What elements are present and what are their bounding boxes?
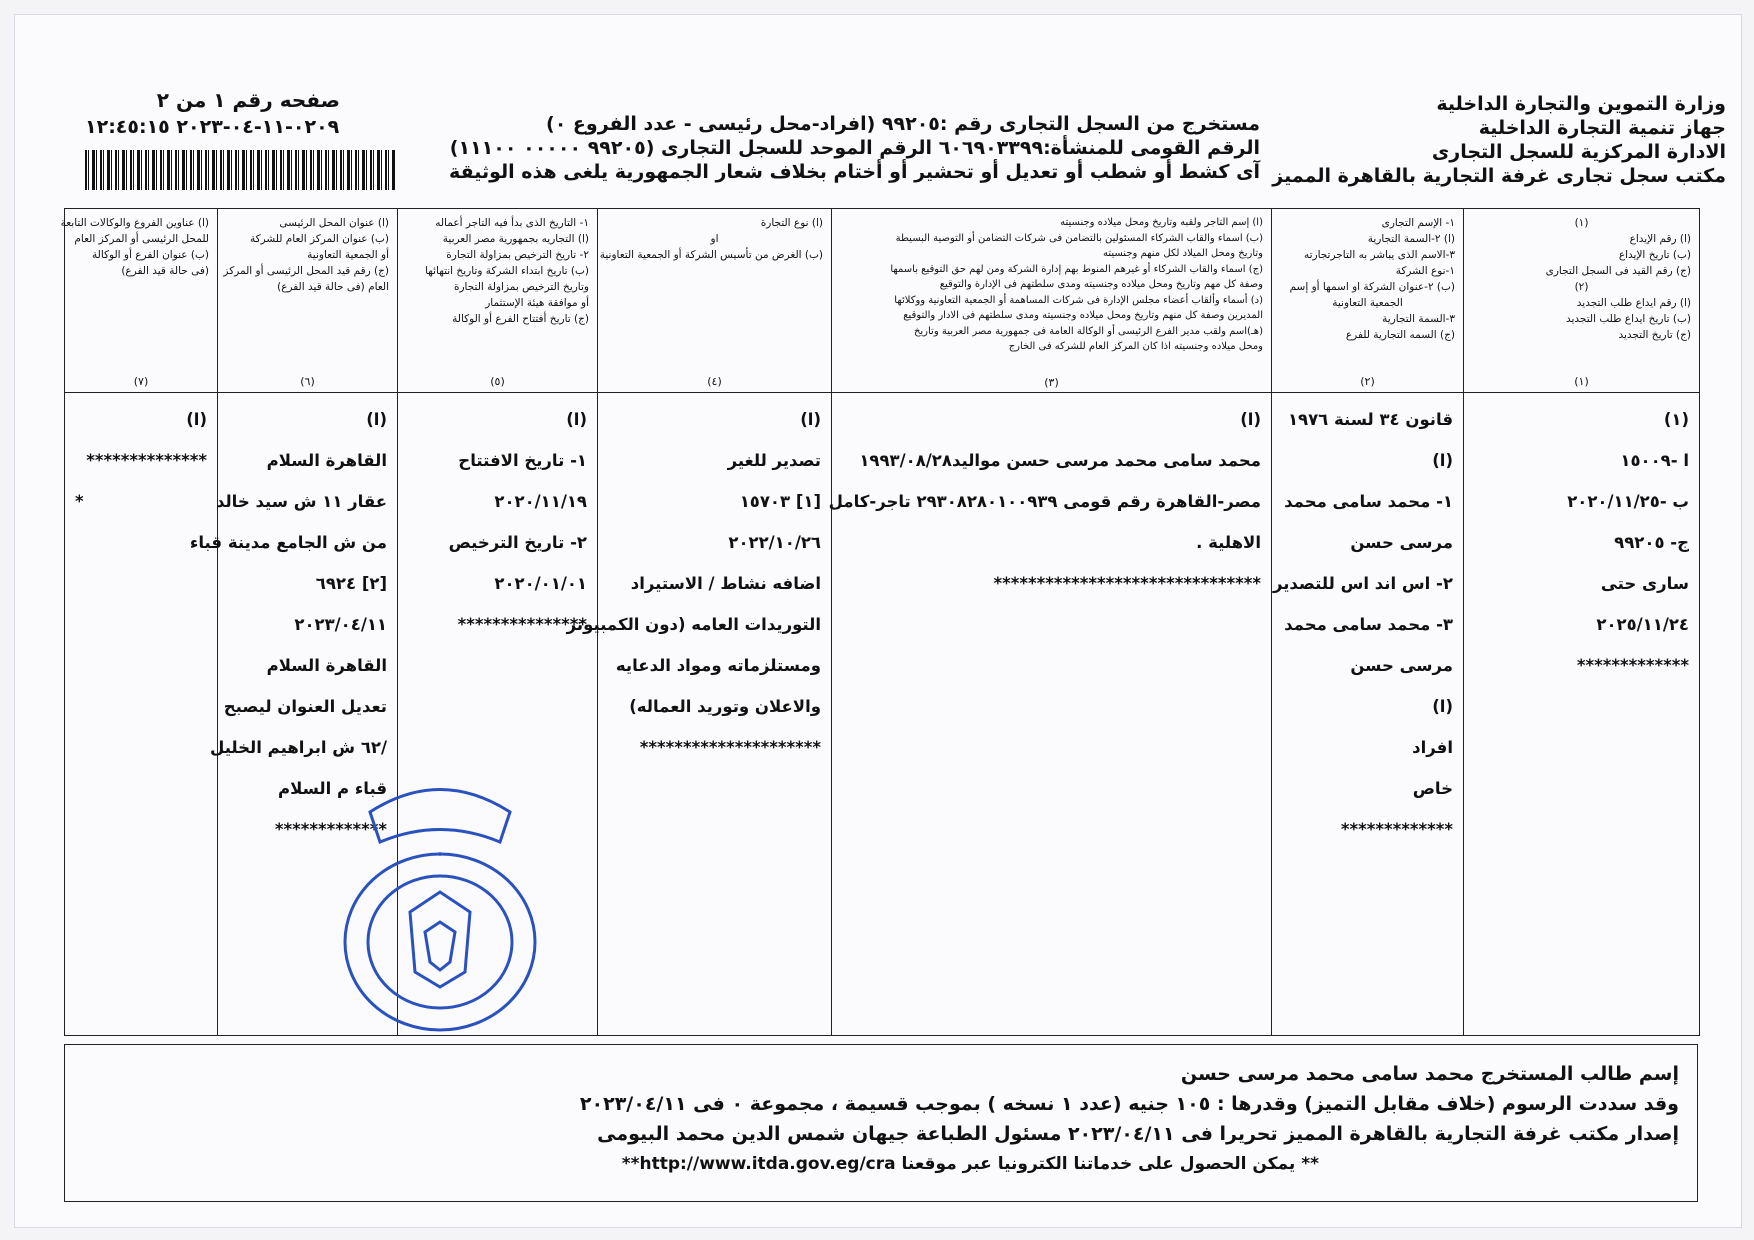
header-line: (ج) تاريخ التجديد — [1618, 329, 1691, 341]
cell-line: ٣- محمد سامى محمد — [1284, 615, 1453, 634]
header-line: او — [710, 233, 719, 245]
cell-line: ٢٠٢٥/١١/٢٤ — [1596, 615, 1689, 634]
header-line: (هـ)اسم ولقب مدير الفرع الرئيسى أو الوكالة العامة فى جمهورية مصر العربية وتاريخ — [913, 325, 1263, 337]
cell-line: (١) — [1663, 410, 1689, 429]
column-number: (٤) — [707, 375, 722, 388]
header-line: (ب) تاريخ الإيداع — [1618, 249, 1691, 261]
header-line: (ا) عنوان المحل الرئيسى — [279, 217, 389, 229]
page-meta — [85, 88, 415, 190]
cell-line: ******************************* — [993, 574, 1261, 593]
header-line: (ج) رقم قيد المحل الرئيسى أو المركز — [223, 265, 389, 277]
cell-line: (ا) — [366, 410, 387, 429]
column-header — [60, 209, 217, 393]
cell-line: ************* — [274, 820, 387, 839]
cell-line: (ا) — [186, 410, 207, 429]
header-line: (ا) إسم التاجر ولقبه وتاريخ ومحل ميلاده وجنسيته — [1060, 217, 1263, 228]
header-line: ١- الإسم التجارى — [1381, 217, 1455, 229]
cell-line: مصر-القاهرة رقم قومى ٢٩٣٠٨٢٨٠١٠٠٩٣٩ تاجر-كامل — [828, 492, 1261, 511]
cell-line: اضافه نشاط / الاستيراد — [630, 574, 821, 593]
cell-line: قباء م السلام — [277, 779, 387, 798]
footer-box — [64, 1044, 1698, 1202]
website-link[interactable]: ** يمكن الحصول على خدماتنا الكترونيا عبر موقعنا http://www.itda.gov.eg/cra** — [621, 1154, 1319, 1174]
header-line: (ب) ٢-عنوان الشركة او اسمها أو إسم — [1289, 281, 1455, 293]
barcode — [85, 150, 395, 190]
column-body — [1464, 393, 1699, 692]
header-line: (ا) رقم الإيداع — [1629, 233, 1691, 245]
warning-line: آى كشط أو شطب أو تعديل أو تحشير أو أختام بخلاف شعار الجمهورية يلغى هذه الوثيقة — [449, 161, 1260, 183]
column-body — [566, 393, 831, 774]
column-header — [218, 209, 397, 393]
header-line: ١- التاريخ الذى بدأ فيه التاجر أعماله — [435, 217, 589, 229]
cell-line: ١- تاريخ الافتتاح — [458, 451, 587, 470]
column-4 — [566, 209, 831, 1035]
header-line: ١-نوع الشركة — [1395, 265, 1455, 277]
column-number: (٦) — [300, 375, 315, 388]
cell-line: مرسى حسن — [1350, 533, 1453, 552]
header-line: وتاريخ ومحل الميلاد لكل منهم وجنسيته — [1102, 248, 1263, 259]
column-body — [65, 393, 217, 528]
header-line: العام (فى حالة قيد الفرع) — [277, 281, 389, 293]
header-line: (ج) اسماء والقاب الشركاء أو غيرهم المنوط بهم إدارة الشركة ومن لهم حق التوقيع باسمها — [890, 263, 1263, 275]
header-line: وصفة كل مهم وتاريخ ومحل ميلاده وجنسيته ومدى سلطتهم فى الإدارة والتوقيع — [939, 279, 1263, 290]
cell-line: ٢٠٢٠/١١/١٩ — [494, 492, 587, 511]
cell-line: ********************* — [639, 738, 821, 757]
header-line: الجمعية التعاونية — [1332, 297, 1403, 309]
column-number: (١) — [1574, 375, 1589, 388]
extract-header — [449, 112, 1260, 184]
cell-line: خاص — [1412, 779, 1453, 798]
column-header — [1464, 209, 1699, 393]
cell-line: عقار ١١ ش سيد خالد — [215, 492, 387, 511]
national-number-line: الرقم القومى للمنشأة:٦٠٦٩٠٣٣٩٩ الرقم الموحد للسجل التجارى (٩٩٢٠٥ ٠٠٠٠٠ ١١١٠٠) — [449, 137, 1260, 159]
official-seal — [330, 772, 550, 1042]
cell-line: ب -٢٠٢٠/١١/٢٥ — [1567, 492, 1689, 511]
cell-line: /٦٢ ش ابراهيم الخليل — [209, 738, 387, 757]
cell-line: (ا) — [566, 410, 587, 429]
cell-line: القاهرة السلام — [266, 656, 387, 675]
issuer-line: إصدار مكتب غرفة التجارية بالقاهرة المميز تحريرا فى ٢٠٢٣/٠٤/١١ مسئول الطباعة جيهان شمس الدين محمد البيومى — [597, 1123, 1679, 1145]
registry-table — [60, 208, 1700, 1036]
cell-line: قانون ٣٤ لسنة ١٩٧٦ — [1287, 410, 1453, 429]
cell-line: تعديل العنوان ليصبح — [223, 697, 387, 716]
header-line: (ا) نوع التجارة — [760, 217, 823, 229]
cell-line: ************* — [1340, 820, 1453, 839]
header-line: (ب) اسماء والقاب الشركاء المسئولين بالتضامن فى شركات التضامن أو التوصية البسيطة — [895, 232, 1263, 244]
column-body — [828, 393, 1271, 610]
ministry-header — [1206, 92, 1726, 188]
header-line: ومحل ميلاده وجنسيته اذا كان المركز العام للشركه فى الخارج — [1008, 341, 1263, 352]
ministry-line: جهاز تنمية التجارة الداخلية — [1478, 117, 1726, 139]
header-line: (ب) تاريخ ابتداء الشركة وتاريخ انتهائها — [425, 265, 589, 277]
column-number: (٥) — [490, 375, 505, 388]
column-2 — [1271, 209, 1463, 1035]
cell-line: افراد — [1412, 738, 1453, 757]
cell-line: * — [75, 492, 84, 511]
header-line: المديرين وصفة كل منهم وتاريخ ومحل ميلاده وجنسيته ومدى سلطتهم فى الادار والتوقيع — [903, 310, 1263, 321]
column-body — [398, 393, 597, 651]
header-line: (د) أسماء وألقاب أعضاء مجلس الإدارة فى شركات المساهمة أو الجمعية التعاونية ووكلائها — [894, 294, 1263, 306]
cell-line: [١] ١٥٧٠٣ — [739, 492, 821, 511]
header-line: (ب) الغرض من تأسيس الشركة أو الجمعية التعاونية — [599, 249, 823, 261]
cell-line: (ا) — [1432, 451, 1453, 470]
cell-line: والاعلان وتوريد العماله) — [629, 697, 821, 716]
column-1 — [1463, 209, 1699, 1035]
column-number: (٣) — [1044, 375, 1059, 389]
requester-line: إسم طالب المستخرج محمد سامى محمد مرسى حسن — [1180, 1063, 1679, 1085]
cell-line: ************* — [1576, 656, 1689, 675]
cell-line: [٢] ٦٩٢٤ — [315, 574, 387, 593]
cell-line: تصدير للغير — [727, 451, 821, 470]
fees-line: وقد سددت الرسوم (خلاف مقابل التميز) وقدرها : ١٠٥ جنيه (عدد ١ نسخه ) بموجب قسيمة ، مجموعة ٠ فى ٢٠٢٣/٠٤/١١ — [579, 1093, 1679, 1115]
cell-line: ج- ٩٩٢٠٥ — [1614, 533, 1689, 552]
header-line: ٣-الاسم الذى يباشر به التاجرتجارته — [1303, 249, 1455, 261]
column-header — [398, 209, 597, 393]
cell-line: (ا) — [1240, 410, 1261, 429]
column-number: (٧) — [133, 375, 149, 388]
cell-line: ٢- تاريخ الترخيص — [448, 533, 587, 552]
ministry-line: مكتب سجل تجارى غرفة التجارية بالقاهرة المميز — [1272, 165, 1726, 187]
cell-line: الاهلية . — [1196, 533, 1261, 552]
cell-line: سارى حتى — [1600, 574, 1689, 593]
header-line: وتاريخ الترخيص بمزاولة التجارة — [453, 281, 589, 293]
header-line: (ج) تاريخ أفتتاح الفرع أو الوكالة — [452, 313, 589, 325]
column-header — [832, 209, 1271, 393]
cell-line: ٢٠٢٣/٠٤/١١ — [294, 615, 387, 634]
header-line: ٣-السمة التجارية — [1382, 313, 1455, 325]
cell-line: ا -١٥٠٠٩ — [1620, 451, 1689, 470]
cell-line: محمد سامى محمد مرسى حسن مواليد١٩٩٣/٠٨/٢٨ — [859, 451, 1261, 470]
column-7 — [60, 209, 217, 1035]
column-3 — [828, 209, 1271, 1035]
extract-title: مستخرج من السجل التجارى رقم :٩٩٢٠٥ (افراد-محل رئيسى - عدد الفروع ٠) — [546, 113, 1260, 135]
ministry-line: الادارة المركزية للسجل التجارى — [1431, 141, 1726, 163]
cell-line: ومستلزماته ومواد الدعايه — [615, 656, 821, 675]
cell-line: ************** — [86, 451, 207, 470]
header-line: (ا) ٢-السمة التجارية — [1367, 233, 1455, 245]
header-line: (٢) — [1574, 281, 1589, 293]
header-line: (ب) تاريخ ايداع طلب التجديد — [1565, 313, 1691, 325]
header-line: أو الجمعية التعاونية — [307, 249, 389, 261]
header-line: (١) — [1574, 217, 1589, 229]
column-header — [1272, 209, 1463, 393]
cell-line: ٢٠٢٠/٠١/٠١ — [494, 574, 587, 593]
ministry-line: وزارة التموين والتجارة الداخلية — [1436, 93, 1726, 115]
column-number: (٢) — [1360, 375, 1375, 388]
header-line: (ا) التجاريه بجمهورية مصر العربية — [442, 233, 589, 245]
header-line: (ب) عنوان المركز العام للشركة — [249, 233, 389, 245]
cell-line: القاهرة السلام — [266, 451, 387, 470]
cell-line: ١- محمد سامى محمد — [1284, 492, 1453, 511]
cell-line: ٢- اس اند اس للتصدير — [1272, 574, 1453, 593]
header-line: أو موافقة هيئة الإستثمار — [485, 297, 589, 309]
cell-line: مرسى حسن — [1350, 656, 1453, 675]
header-line: (ب) عنوان الفرع أو الوكالة — [92, 249, 209, 261]
cell-line: من ش الجامع مدينة قباء — [189, 533, 387, 552]
header-line: (ا) رقم ايداع طلب التجديد — [1576, 297, 1691, 309]
cell-line: *************** — [457, 615, 587, 634]
cell-line: (ا) — [800, 410, 821, 429]
timestamp: ٠٢٠٩-١١-٠٤-٢٠٢٣ ١٢:٤٥:١٥ — [85, 116, 340, 138]
header-line: ٢- تاريخ الترخيص بمزاولة التجارة — [446, 249, 589, 261]
header-line: (ج) رقم القيد فى السجل التجارى — [1545, 265, 1691, 277]
column-body — [1272, 393, 1463, 856]
cell-line: (ا) — [1432, 697, 1453, 716]
header-line: (ا) عناوين الفروع والوكالات التابعة — [60, 217, 209, 229]
page-number: صفحه رقم ١ من ٢ — [156, 88, 340, 112]
header-line: للمحل الرئيسى أو المركز العام — [74, 233, 209, 245]
cell-line: التوريدات العامه (دون الكمبيوتر — [566, 615, 821, 634]
header-line: (ج) السمه التجارية للفرع — [1345, 329, 1455, 341]
column-header — [598, 209, 831, 393]
header-line: (فى حالة قيد الفرع) — [121, 265, 209, 277]
cell-line: ٢٠٢٢/١٠/٢٦ — [728, 533, 821, 552]
